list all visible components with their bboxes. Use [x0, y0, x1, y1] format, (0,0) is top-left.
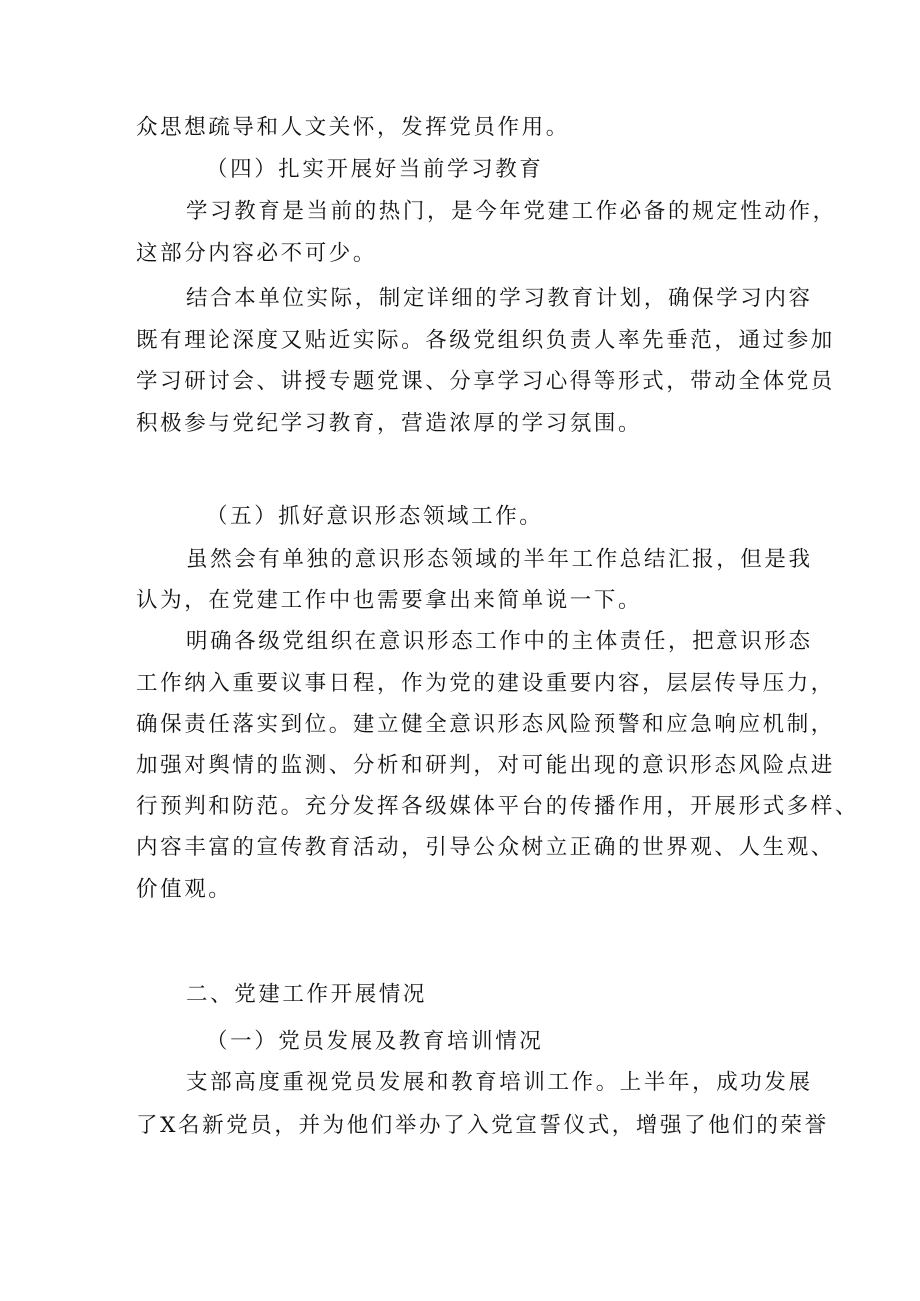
text-line: 明确各级党组织在意识形态工作中的主体责任，把意识形态	[186, 629, 813, 654]
text-line: 这部分内容必不可少。	[136, 241, 378, 266]
section-heading: （五）抓好意识形态领域工作。	[206, 504, 544, 529]
text-line: 了X名新党员，并为他们举办了入党宣誓仪式，增强了他们的荣誉	[136, 1113, 829, 1138]
text-line: 学习研讨会、讲授专题党课、分享学习心得等形式，带动全体党员	[136, 369, 835, 394]
text-line: 学习教育是当前的热门，是今年党建工作必备的规定性动作，	[186, 199, 837, 224]
text-line: 虽然会有单独的意识形态领域的半年工作总结汇报，但是我	[186, 547, 813, 572]
section-heading: （四）扎实开展好当前学习教育	[206, 157, 544, 182]
text-line: 加强对舆情的监测、分析和研判，对可能出现的意识形态风险点进	[136, 753, 835, 778]
text-line: 既有理论深度又贴近实际。各级党组织负责人率先垂范，通过参加	[136, 328, 835, 353]
text-line: 支部高度重视党员发展和教育培训工作。上半年，成功发展	[186, 1070, 813, 1095]
text-line: 行预判和防范。充分发挥各级媒体平台的传播作用，开展形式多样、	[136, 794, 860, 819]
text-line: 认为，在党建工作中也需要拿出来简单说一下。	[136, 588, 643, 613]
section-heading: （一）党员发展及教育培训情况	[206, 1029, 544, 1054]
text-line: 众思想疏导和人文关怀，发挥党员作用。	[136, 115, 570, 140]
text-line: 价值观。	[136, 877, 233, 902]
text-line: 确保责任落实到位。建立健全意识形态风险预警和应急响应机制，	[136, 712, 835, 737]
text-line: 积极参与党纪学习教育，营造浓厚的学习氛围。	[136, 411, 643, 436]
text-line: 内容丰富的宣传教育活动，引导公众树立正确的世界观、人生观、	[136, 835, 835, 860]
text-line: 结合本单位实际，制定详细的学习教育计划，确保学习内容	[186, 286, 813, 311]
text-line: 工作纳入重要议事日程，作为党的建设重要内容，层层传导压力，	[136, 671, 835, 696]
text-line: 二、党建工作开展情况	[186, 982, 428, 1007]
